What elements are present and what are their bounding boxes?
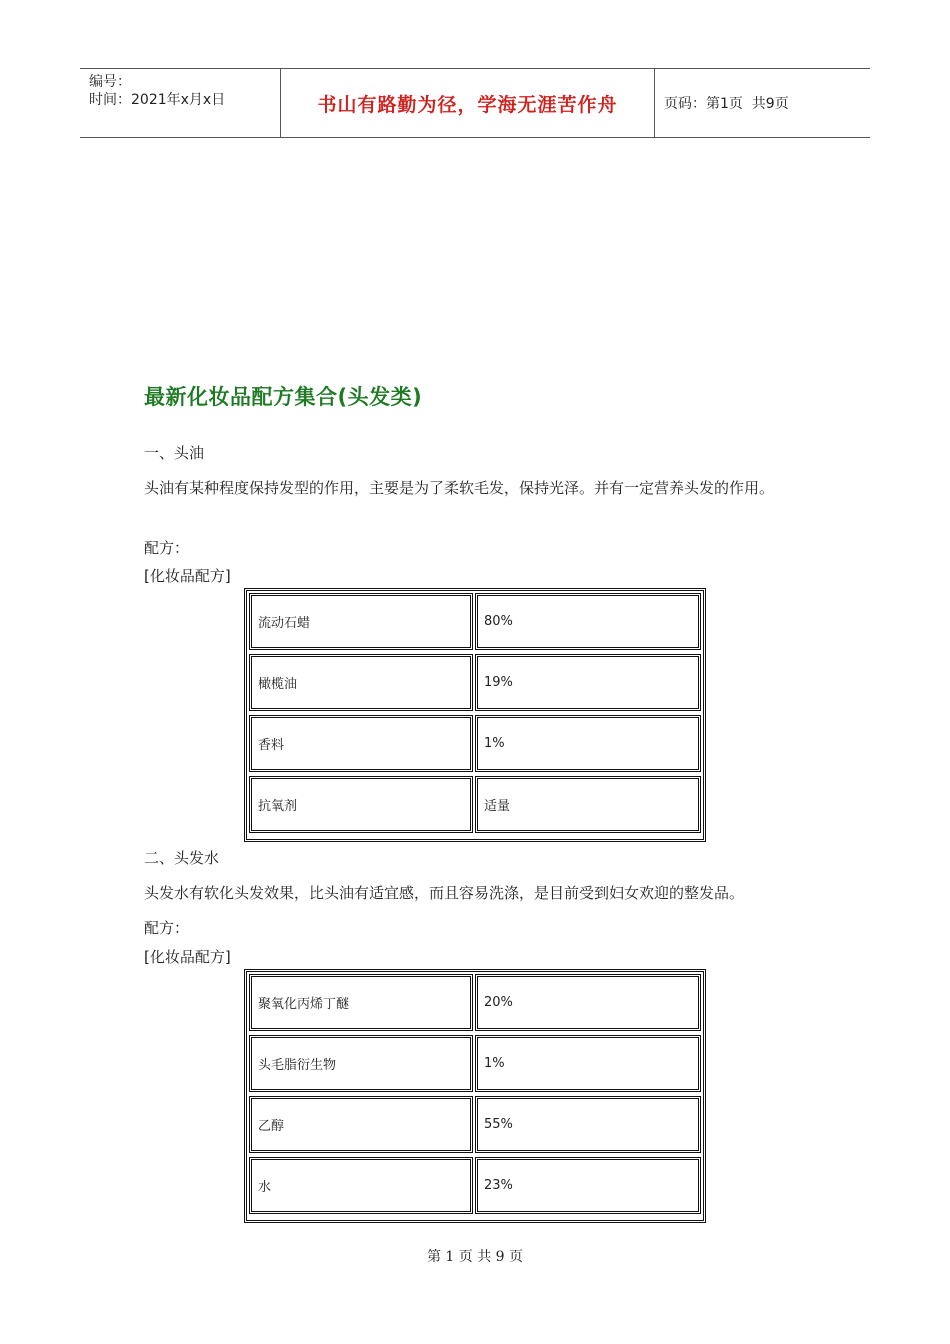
ingredient-name: 乙醇 bbox=[249, 1096, 473, 1153]
section-description: 头发水有软化头发效果，比头油有适宜感，而且容易洗涤，是目前受到妇女欢迎的整发品。 bbox=[144, 884, 745, 902]
ingredient-amount: 23% bbox=[475, 1157, 701, 1214]
number-label: 编号： bbox=[89, 74, 131, 90]
ingredient-name: 水 bbox=[249, 1157, 473, 1214]
section-heading: 一、头油 bbox=[144, 444, 205, 462]
ingredient-name: 流动石蜡 bbox=[249, 593, 473, 650]
table-row bbox=[249, 593, 701, 654]
table-row bbox=[249, 1035, 701, 1096]
ingredient-amount: 20% bbox=[475, 974, 701, 1031]
table-row bbox=[249, 776, 701, 837]
ingredient-name: 橄榄油 bbox=[249, 654, 473, 711]
header-page-info bbox=[655, 69, 870, 137]
section-heading: 二、头发水 bbox=[144, 849, 220, 867]
table-row bbox=[249, 974, 701, 1035]
ingredient-name: 香料 bbox=[249, 715, 473, 772]
page-header bbox=[80, 68, 870, 138]
table-caption: [化妆品配方] bbox=[144, 948, 231, 966]
formula-table bbox=[244, 588, 706, 842]
document-title: 最新化妆品配方集合(头发类) bbox=[144, 385, 423, 409]
ingredient-amount: 1% bbox=[475, 715, 701, 772]
section-description: 头油有某种程度保持发型的作用，主要是为了柔软毛发，保持光泽。并有一定营养头发的作用。 bbox=[144, 479, 775, 497]
ingredient-name: 聚氧化丙烯丁醚 bbox=[249, 974, 473, 1031]
ingredient-amount: 80% bbox=[475, 593, 701, 650]
date-label: 时间：2021年x月x日 bbox=[89, 92, 226, 108]
formula-label: 配方： bbox=[144, 919, 190, 937]
formula-table bbox=[244, 969, 706, 1223]
footer-page-number: 第 1 页 共 9 页 bbox=[426, 1249, 524, 1265]
ingredient-amount: 19% bbox=[475, 654, 701, 711]
table-row bbox=[249, 1096, 701, 1157]
page-footer bbox=[0, 1246, 950, 1266]
ingredient-amount: 55% bbox=[475, 1096, 701, 1153]
ingredient-name: 抗氧剂 bbox=[249, 776, 473, 833]
ingredient-amount: 1% bbox=[475, 1035, 701, 1092]
table-row bbox=[249, 715, 701, 776]
page-info-text: 页码：第1页 共9页 bbox=[664, 96, 789, 112]
table-row bbox=[249, 1157, 701, 1218]
header-motto: 书山有路勤为径，学海无涯苦作舟 bbox=[281, 69, 655, 137]
table-row bbox=[249, 654, 701, 715]
formula-label: 配方： bbox=[144, 539, 190, 557]
ingredient-amount: 适量 bbox=[475, 776, 701, 833]
ingredient-name: 头毛脂衍生物 bbox=[249, 1035, 473, 1092]
header-meta bbox=[80, 69, 281, 137]
table-caption: [化妆品配方] bbox=[144, 567, 231, 585]
